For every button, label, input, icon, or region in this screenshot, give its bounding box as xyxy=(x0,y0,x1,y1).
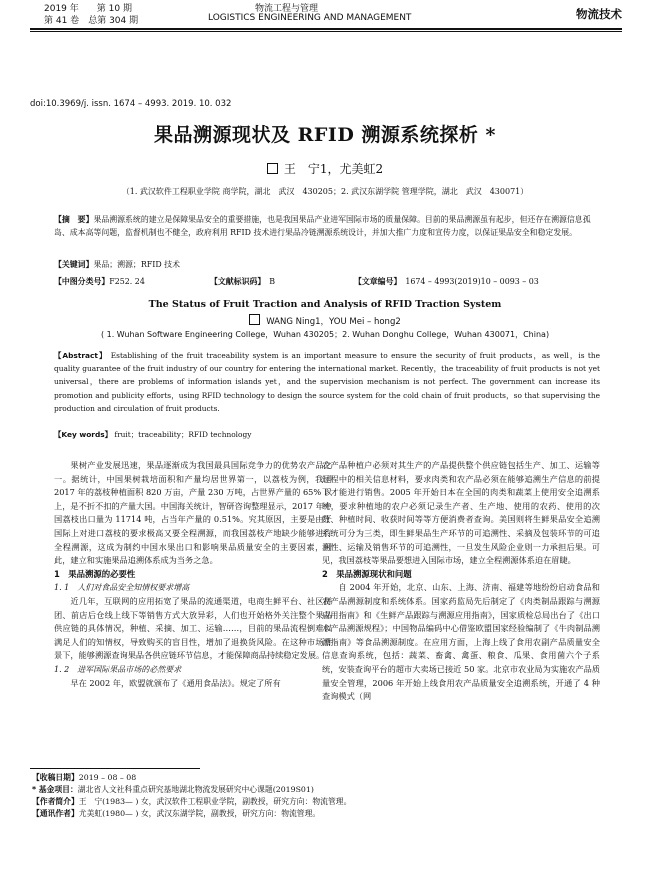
keywords-en xyxy=(54,428,600,441)
doc-value: B xyxy=(269,277,276,286)
footnote-author xyxy=(32,796,622,808)
body-column-left xyxy=(54,459,332,690)
english-authors xyxy=(0,314,650,327)
abstract-cn xyxy=(54,213,600,239)
keywords-en-text: fruit；traceability；RFID technology xyxy=(114,430,252,439)
header-year: 2019 年 xyxy=(44,4,79,14)
article-number-value: 1674 – 4993(2019)10 – 0093 – 03 xyxy=(405,277,539,286)
journal-name-en: LOGISTICS ENGINEERING AND MANAGEMENT xyxy=(208,13,412,23)
section-heading: 1 果品溯源的必要性 xyxy=(54,568,136,579)
author-names: 王 宁1，尤美虹2 xyxy=(283,162,384,176)
received-label: 【收稿日期】 xyxy=(32,773,79,782)
corresponding-bio: 尤美虹(1980— ) 女，武汉东湖学院，副教授，研究方向：物流管理。 xyxy=(78,809,321,818)
subsection-heading: 1. 2 进军国际果品市场的必然要求 xyxy=(54,664,182,674)
page-header xyxy=(30,0,622,28)
header-issue: 第 10 期 xyxy=(96,4,132,14)
fund-text: 湖北省人文社科重点研究基地湖北物流发展研究中心课题(2019S01) xyxy=(77,785,314,794)
checkbox-box-icon xyxy=(249,314,260,325)
abstract-en-text: Establishing of the fruit traceability system is an important measure to ensure the security of fruit products，as well，is the quality guarantee of the fruit industry of our country for entering the international market. Recently，the traceability of fruit products is not yet universal，there are problems of information islands yet，and the supervision mechanism is not perfect. The government can increase its promotion and publicity efforts，using RFID technology to design the source system for the cold chain of fruit products，so that supervising the production and circulation of fruit products. xyxy=(54,351,600,413)
keywords-en-label: 【Key words】 xyxy=(54,430,113,439)
section-label: 物流技术 xyxy=(576,7,622,21)
header-rule-thin xyxy=(30,31,622,32)
abstract-en-label: 【Abstract】 xyxy=(54,351,108,360)
body-paragraph: 早在 2002 年，欧盟就颁布了《通用食品法》。规定了所有 xyxy=(70,677,281,688)
abstract-cn-label: 【摘 要】 xyxy=(54,215,94,224)
doi: doi:10.3969/j. issn. 1674 – 4993. 2019. 10. 032 xyxy=(30,99,232,109)
header-total-issue: 总第 304 期 xyxy=(88,16,139,26)
footnote-received xyxy=(32,772,622,784)
doc-label: 【文献标识码】 xyxy=(210,277,262,286)
english-author-names: WANG Ning1，YOU Mei – hong2 xyxy=(266,317,401,327)
header-volume: 第 41 卷 xyxy=(44,16,80,26)
clc-value: F252. 24 xyxy=(109,277,145,286)
keywords-cn-text: 果品；溯源；RFID 技术 xyxy=(93,260,180,269)
affiliations: （1. 武汉软件工程职业学院 商学院，湖北 武汉 430205；2. 武汉东湖学院 管理学院，湖北 武汉 430071） xyxy=(121,187,529,196)
article-number-label: 【文章编号】 xyxy=(354,277,398,286)
author-bio: 王 宁(1983— ) 女，武汉软件工程职业学院，副教授，研究方向：物流管理。 xyxy=(78,797,352,806)
subsection-heading: 1. 1 人们对食品安全知情权要求增高 xyxy=(54,583,190,593)
authors xyxy=(0,160,650,177)
keywords-cn xyxy=(54,258,600,271)
english-affiliations: ( 1. Wuhan Software Engineering College，Wuhan 430205；2. Wuhan Donghu College，Wuhan 430071，China) xyxy=(100,330,550,339)
body-paragraph: 近几年，互联网的应用拓宽了果品的流通渠道，电商生鲜平台、社区拼团、前店后仓线上线下等销售方式大放异彩，人们也开始格外关注整个果品供应链的具体情况，种植、采摘、加工、运输……，目前的果品流程倒难以满足人们的知情权，导致购买的盲目性，增加了退换货风险。在这种市场背景下，能够溯源查询果品各供应链环节信息，才能保障商品持续稳定发展。 xyxy=(54,595,332,661)
english-title: The Status of Fruit Traction and Analysis of RFID Traction System xyxy=(148,299,502,310)
footnote-rule xyxy=(30,768,200,769)
journal-name-cn: 物流工程与管理 xyxy=(255,4,319,14)
received-date: 2019 – 08 – 08 xyxy=(78,773,137,782)
clc-label: 【中图分类号】 xyxy=(54,277,110,286)
author-bio-label: 【作者简介】 xyxy=(32,797,79,806)
keywords-cn-label: 【关键词】 xyxy=(54,260,94,269)
body-paragraph: 农产品种植户必须对其生产的产品提供整个供应链包括生产、加工、运输等过程中的相关信息材料，要求肉类和农产品必须在能够追溯生产信息的前提下才能进行销售。2005 年开始日本在全国的肉类和蔬菜上使用安全追溯系统，要求种植地的农户必须记录生产者、生产地、使用的农药、使用的次数、种植时间、收获时间等等方便消费者查询。美国则将生鲜果品安全追溯系统可分为三类，即生鲜果品生产环节的可追溯性、采摘及包装环节的可追溯性、运输及销售环节的可追溯性，一旦发生风险企业则一力承担后果。可见，我国荔枝等果品要想进入国际市场，建立全程溯源体系迫在眉睫。 xyxy=(322,460,600,566)
abstract-en xyxy=(54,349,600,415)
fund-label: * 基金项目： xyxy=(32,785,78,794)
body-column-right xyxy=(322,459,600,704)
corresponding-label: 【通讯作者】 xyxy=(32,809,79,818)
header-rule xyxy=(30,28,622,30)
abstract-cn-text: 果品溯源系统的建立是保障果品安全的重要措施，也是我国果品产业进军国际市场的质量保障。目前的果品溯源虽有起步，但还存在溯源信息孤岛、成本高等问题，监督机制也不健全，政府利用 RFID 技术进行果品冷链溯源系统设计，并加大推广力度和宣传力度，以保证果品安全和稳定发展。 xyxy=(54,215,591,237)
body-paragraph: 果树产业发展迅速，果品逐渐成为我国最具国际竞争力的优势农产品之一。据统计，中国果树栽培面积和产量均居世界第一，以荔枝为例，我国 2017 年的荔枝种植面积 820 万亩，产量 230 万吨，占世界产量的 65% 以上，是不折不扣的产量大国。中国海关统计，智研咨询整理显示，2017 年中国荔枝出口量为 11714 吨，占当年产量的 0.51%。究其原因，主要是由于国际上对进口荔枝的要求极高又要全程溯源，而我国荔枝产地缺少能够进行全程溯源，这成为制约中国水果出口和影响果品质量安全的主要因素，因此，建立和实施果品追溯体系成为当务之急。 xyxy=(54,460,332,566)
footnote-fund xyxy=(32,784,622,796)
body-paragraph: 自 2004 年开始，北京、山东、上海、济南、福建等地纷纷启动食品和农产品溯源制度和系统体系。国家药监局先后制定了《肉类制品跟踪与溯源应用指南》和《生鲜产品跟踪与溯源应用指南》，国家质检总局出台了《出口水产品溯源规程》；中国物品编码中心借鉴欧盟国家经验编制了《牛肉制品溯源指南》等食品溯源制度。在应用方面，上海上线了食用农副产品质量安全信息查询系统，包括：蔬菜、畜禽、禽蛋、粮食、瓜果、食用菌六个子系统，安装查询平台的超市大卖场已接近 50 家。北京市农业局为实施农产品质量安全管理，2006 年开始上线食用农产品质量安全追溯系统，开通了 4 种查询模式（网 xyxy=(322,582,600,702)
footnote-corresponding xyxy=(32,808,622,820)
checkbox-box-icon xyxy=(267,163,278,174)
paper-title: 果品溯源现状及 RFID 溯源系统探析 * xyxy=(154,124,496,146)
section-heading: 2 果品溯源现状和问题 xyxy=(322,568,412,579)
